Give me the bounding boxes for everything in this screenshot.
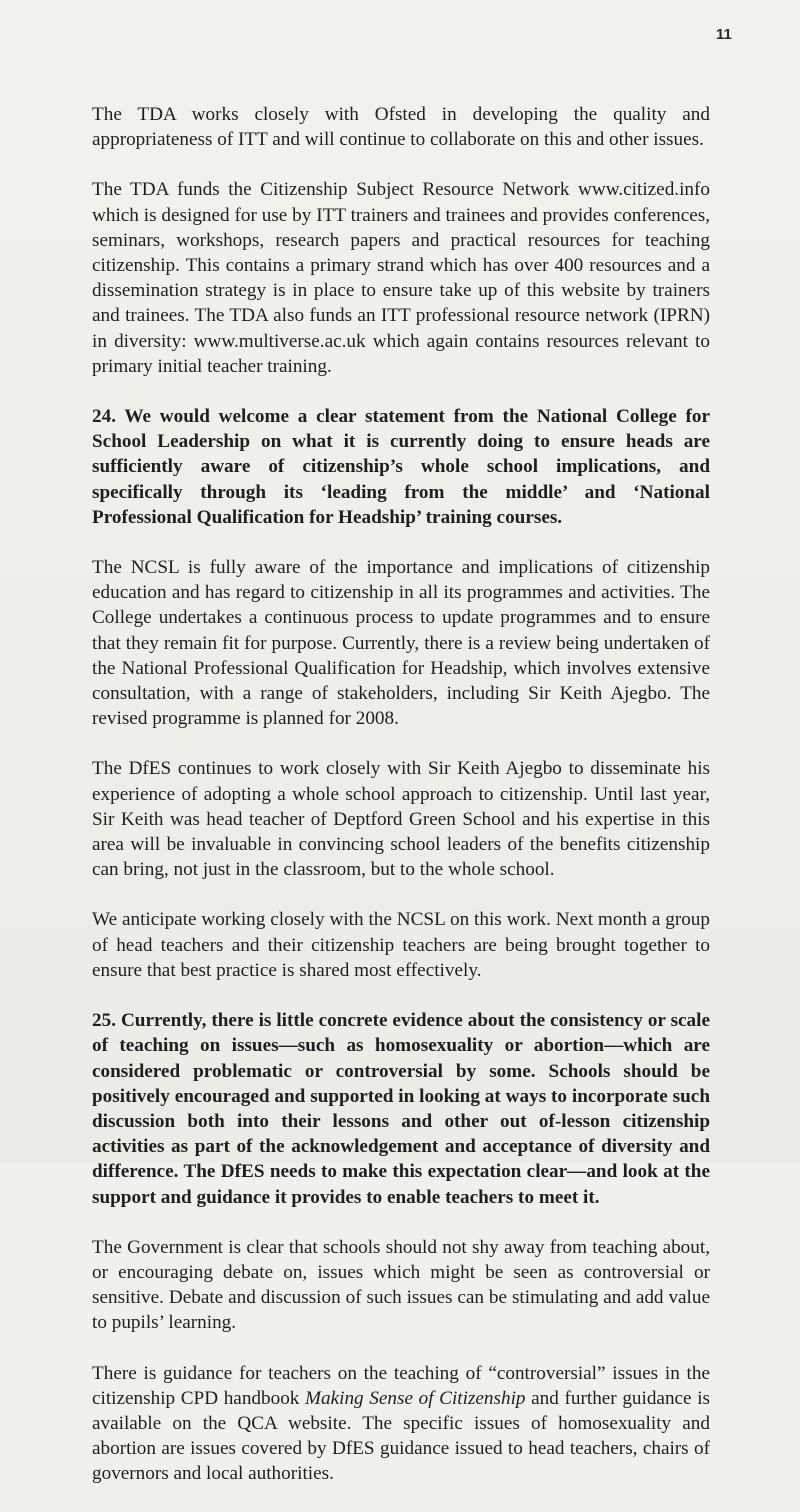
paragraph-dfes-ajegbo: The DfES continues to work closely with Sir Keith Ajegbo to disseminate his experience of adopting a whole school approach to citizenship. Until last year, Sir Keith was head teacher of Deptford Green School and his expertise in this area will be invaluable in convincing school leaders of the benefits citizenship can bring, not just in the classroom, but to the whole school. [92,758,710,881]
recommendation-25: 25. Currently, there is little concrete evidence about the consistency or scale of teaching on issues—such as homosexuality or abortion—which are considered problematic or controversial by some. Schools should be positively encouraged and supported in looking at ways to incorporate such discussion both into their lessons and other out of-lesson citizenship activities as part of the acknowledgement and acceptance of diversity and difference. The DfES needs to make this expectation clear—and look at the support and guidance it provides to enable teachers to meet it. [92,1010,710,1208]
document-body [92,102,710,1512]
paragraph-tda-ofsted: The TDA works closely with Ofsted in developing the quality and appropriateness of ITT and will continue to collaborate on this and other issues. [92,104,710,151]
page-number: 11 [716,26,732,43]
recommendation-24: 24. We would welcome a clear statement from the National College for School Leadership on what it is currently doing to ensure heads are sufficiently aware of citizenship’s whole school implications, and specifically through its ‘leading from the middle’ and ‘National Professional Qualification for Headship’ training courses. [92,406,710,528]
paragraph-ncsl-collaboration: We anticipate working closely with the NCSL on this work. Next month a group of head teachers and their citizenship teachers are being brought together to ensure that best practice is shared most effectively. [92,909,710,981]
paragraph-controversial-issues: The Government is clear that schools should not shy away from teaching about, or encouraging debate on, issues which might be seen as controversial or sensitive. Debate and discussion of such issues can be stimulating and add value to pupils’ learning. [92,1236,710,1334]
guidance-text-after: and further guidance is available on the QCA website. The specific issues of homosexuality and abortion are issues covered by DfES guidance issued to head teachers, chairs of governors and local authorities. [92,1387,711,1485]
handbook-title: Making Sense of Citizenship [305,1387,526,1409]
paragraph-tda-citizenship-network: The TDA funds the Citizenship Subject Resource Network www.citized.info which is designed for use by ITT trainers and trainees and provides conferences, seminars, workshops, research papers and practical resources for teaching citizenship. This contains a primary strand which has over 400 resources and a dissemination strategy is in place to ensure take up of this website by trainers and trainees. The TDA also funds an ITT professional resource network (IPRN) in diversity: www.multiverse.ac.uk which again contains resources relevant to primary initial teacher training. [92,179,710,377]
paragraph-ncsl-response: The NCSL is fully aware of the importance and implications of citizenship education and has regard to citizenship in all its programmes and activities. The College undertakes a continuous process to update programmes and to ensure that they remain fit for purpose. Currently, there is a review being undertaken of the National Professional Qualification for Headship, which involves extensive consultation, with a range of stakeholders, including Sir Keith Ajegbo. The revised programme is planned for 2008. [92,557,710,730]
guidance-text-before: There is guidance for teachers on the teaching of “controversial” issues in the citizenship CPD handbook [92,1362,710,1409]
paragraph-guidance-handbook [92,1361,710,1487]
